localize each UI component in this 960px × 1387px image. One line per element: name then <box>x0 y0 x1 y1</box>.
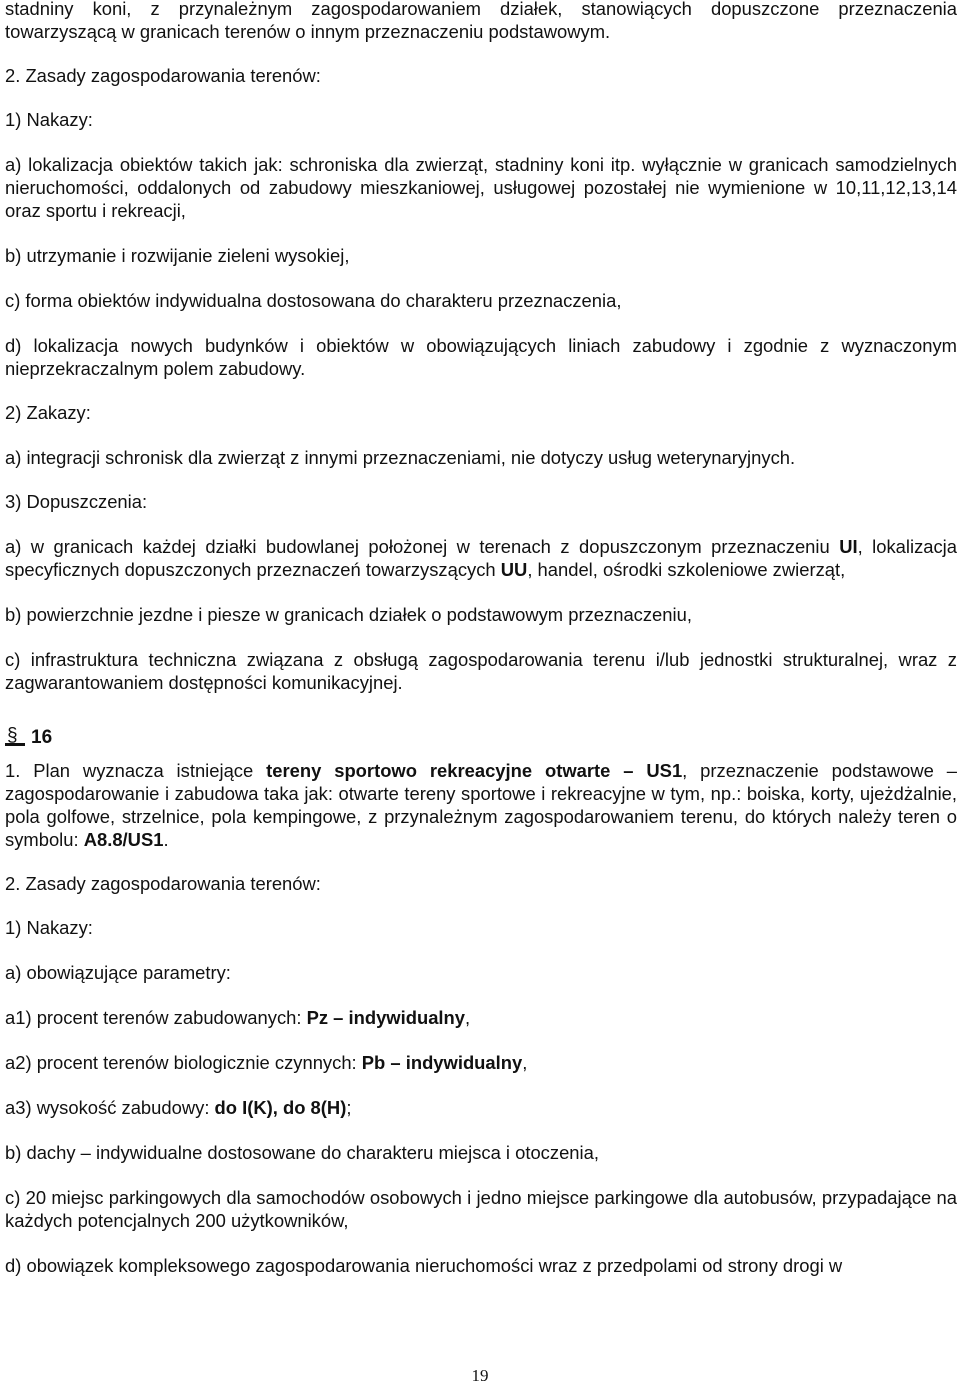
bold-text: UI <box>839 536 858 557</box>
text-run: 1) <box>5 109 27 130</box>
paragraph <box>5 108 957 131</box>
text-run: c) 20 miejsc parkingowych dla samochodów osobowych i jedno miejsce parkingowe dla autobusów, przypadające na każdych potencjalnych 200 użytkowników, <box>5 1187 957 1231</box>
bold-text: Pz – indywidualny <box>306 1007 465 1028</box>
text-run: , handel, ośrodki szkoleniowe zwierząt, <box>527 559 846 580</box>
paragraph <box>5 1051 957 1074</box>
paragraph <box>5 0 957 43</box>
paragraph <box>5 1254 957 1277</box>
paragraph <box>5 648 957 694</box>
text-run: 2) Zakazy: <box>5 402 91 423</box>
text-run: , <box>465 1007 471 1028</box>
bold-text: do I(K), do 8(H) <box>214 1097 347 1118</box>
text-run: a) lokalizacja obiektów takich jak: schroniska dla zwierząt, stadniny koni itp. wyłącznie w granicach samodzielnych nieruchomości, oddalonych od zabudowy mieszkaniowej, usługowej pozostałej nie wymienione w 10,11,12,13,14 oraz sportu i rekreacji, <box>5 154 957 221</box>
text-run: d) lokalizacja nowych budynków i obiektów w obowiązujących liniach zabudowy i zgodnie z wyznaczonym nieprzekraczalnym polem zabudowy. <box>5 335 957 379</box>
text-run: a) obowiązujące parametry: <box>5 962 231 983</box>
bold-text: tereny sportowo rekreacyjne otwarte – US1 <box>266 760 683 781</box>
text-run: a1) procent terenów zabudowanych: <box>5 1007 307 1028</box>
paragraph <box>5 872 957 895</box>
text-run: b) powierzchnie jezdne i piesze w granicach działek o podstawowym przeznaczeniu, <box>5 604 692 625</box>
text-run: a) integracji schronisk dla zwierząt z innymi przeznaczeniami, nie dotyczy usług weterynaryjnych. <box>5 447 796 468</box>
text-run: c) infrastruktura techniczna związana z obsługą zagospodarowania terenu i/lub jednostki strukturalnej, wraz z zagwarantowaniem dostępności komunikacyjnej. <box>5 649 957 693</box>
paragraph <box>5 1096 957 1119</box>
text-run: 3) Dopuszczenia: <box>5 491 148 512</box>
text-run: , lokalizacja specyficznych dopuszczonych przeznaczeń towarzyszących <box>5 536 957 580</box>
paragraph <box>5 334 957 380</box>
document-page <box>5 0 957 1277</box>
bold-text: A8.8/US1 <box>83 829 164 850</box>
text-run: , przeznaczenie podstawowe – zagospodarowanie i zabudowa taka jak: otwarte tereny sportowe i rekreacyjne w tym, np.: boiska, korty, ujeżdżalnie, pola golfowe, strzelnice, pola kempingowe, z przynależnym zagospodarowaniem terenu, do których należy teren o symbolu: <box>5 760 957 850</box>
paragraph <box>5 1141 957 1164</box>
paragraph <box>5 1006 957 1029</box>
text-run: a2) procent terenów biologicznie czynnych: <box>5 1052 362 1073</box>
text-run: Nakazy: <box>26 109 93 130</box>
text-run: b) utrzymanie i rozwijanie zieleni wysokiej, <box>5 245 350 266</box>
paragraph <box>5 244 957 267</box>
paragraph <box>5 401 957 424</box>
text-run: a3) wysokość zabudowy: <box>5 1097 215 1118</box>
paragraph <box>5 64 957 87</box>
paragraph <box>5 759 957 851</box>
text-run: 1. Plan wyznacza istniejące <box>5 760 267 781</box>
paragraph <box>5 916 957 939</box>
page-number: 19 <box>471 1366 489 1385</box>
text-run: b) dachy – indywidualne dostosowane do charakteru miejsca i otoczenia, <box>5 1142 599 1163</box>
text-run: c) forma obiektów indywidualna dostosowana do charakteru przeznaczenia, <box>5 290 622 311</box>
paragraph <box>5 603 957 626</box>
bold-text: UU <box>500 559 528 580</box>
paragraph <box>5 446 957 469</box>
text-run: . <box>163 829 169 850</box>
paragraph <box>5 490 957 513</box>
text-run: 2. Zasady zagospodarowania terenów: <box>5 873 321 894</box>
text-block-upper <box>5 0 957 694</box>
paragraph <box>5 535 957 581</box>
text-run: ; <box>346 1097 352 1118</box>
text-block-lower <box>5 759 957 1277</box>
paragraph <box>5 961 957 984</box>
bold-text: Pb – indywidualny <box>361 1052 523 1073</box>
paragraph <box>5 153 957 222</box>
section-sign-icon <box>5 728 25 748</box>
text-run: , <box>522 1052 528 1073</box>
text-run: stadniny koni, z przynależnym zagospodarowaniem działek, stanowiących dopuszczone przeznaczenia towarzyszącą w granicach terenów o innym przeznaczeniu podstawowym. <box>5 0 957 42</box>
section-number: 16 <box>31 727 53 748</box>
text-run: d) obowiązek kompleksowego zagospodarowania nieruchomości wraz z przedpolami od strony drogi w <box>5 1255 843 1276</box>
text-run: 2. Zasady zagospodarowania terenów: <box>5 65 321 86</box>
paragraph <box>5 1186 957 1232</box>
section-heading <box>5 726 957 749</box>
paragraph <box>5 289 957 312</box>
text-run: 1) Nakazy: <box>5 917 93 938</box>
text-run: a) w granicach każdej działki budowlanej położonej w terenach z dopuszczonym przeznaczeniu <box>5 536 840 557</box>
